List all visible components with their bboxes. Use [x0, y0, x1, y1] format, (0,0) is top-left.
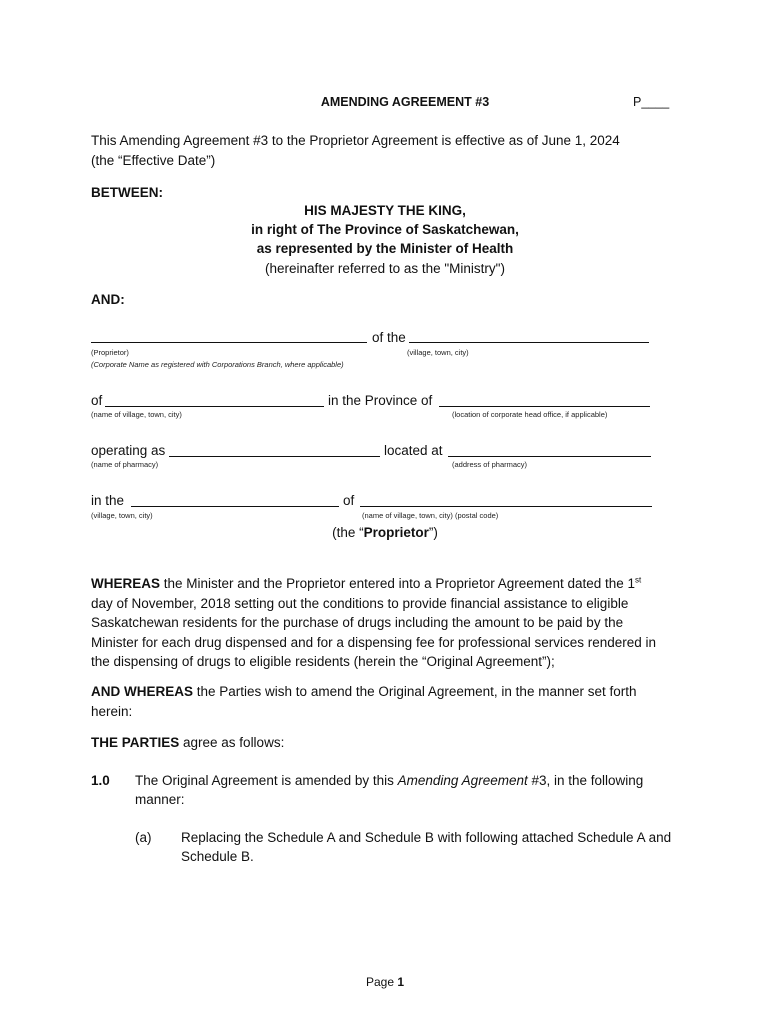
location-hint: (location of corporate head office, if applicable)	[452, 410, 608, 419]
subclause-label: (a)	[135, 830, 152, 845]
head-office-location-line[interactable]	[439, 394, 650, 407]
village-hint-2: (village, town, city)	[91, 511, 153, 520]
name-village-postal-hint: (name of village, town, city) (postal code)	[362, 511, 499, 520]
pharmacy-postal-line[interactable]	[360, 494, 652, 507]
clause-number: 1.0	[91, 773, 110, 788]
page-footer: Page 1	[365, 975, 405, 989]
between-label: BETWEEN:	[91, 185, 163, 200]
party1-line-3: as represented by the Minister of Health	[256, 241, 514, 256]
subclause-text-line-2: Schedule B.	[181, 849, 254, 864]
and-whereas-paragraph: AND WHEREAS the Parties wish to amend the Original Agreement, in the manner set forth herein:	[91, 684, 637, 719]
the-proprietor-label: (the “Proprietor”)	[332, 525, 438, 540]
subclause-text-line-1: Replacing the Schedule A and Schedule B with following attached Schedule A and	[181, 830, 672, 845]
intro-line-1: This Amending Agreement #3 to the Proprietor Agreement is effective as of June 1, 2024	[91, 133, 620, 148]
of-label-2: of	[343, 493, 355, 508]
clause-text-line-2: manner:	[135, 792, 185, 807]
operating-as-label: operating as	[91, 443, 166, 458]
clause-text-line-1: The Original Agreement is amended by this Amending Agreement #3, in the following	[135, 773, 644, 788]
pharmacy-address-hint: (address of pharmacy)	[452, 460, 528, 469]
pharmacy-name-hint: (name of pharmacy)	[91, 460, 159, 469]
pharmacy-village-line[interactable]	[131, 494, 339, 507]
intro-line-2: (the “Effective Date”)	[91, 153, 216, 168]
name-village-hint: (name of village, town, city)	[91, 410, 182, 419]
party1-line-4: (hereinafter referred to as the "Ministry")	[265, 261, 505, 276]
proprietor-hint: (Proprietor)	[91, 348, 129, 357]
in-province-label: in the Province of	[328, 393, 433, 408]
of-label: of	[91, 393, 103, 408]
of-the-label: of the	[372, 330, 406, 345]
party1-line-2: in right of The Province of Saskatchewan,	[251, 222, 519, 237]
and-label: AND:	[91, 292, 125, 307]
village-hint-1: (village, town, city)	[407, 348, 469, 357]
party1-line-1: HIS MAJESTY THE KING,	[304, 203, 466, 218]
parties-paragraph: THE PARTIES agree as follows:	[91, 735, 285, 750]
in-the-label: in the	[91, 493, 125, 508]
page-code: P____	[633, 95, 670, 109]
pharmacy-name-line[interactable]	[169, 444, 380, 457]
located-at-label: located at	[384, 443, 443, 458]
village-name-line[interactable]	[105, 394, 324, 407]
proprietor-name-line[interactable]	[91, 330, 367, 343]
whereas-paragraph: WHEREAS the Minister and the Proprietor entered into a Proprietor Agreement dated the 1st day of November, 2018 setting out the conditions to provide financial assistance to eligible Saskatchewan residents for the purchase of drugs including the amount to be paid by the Minister for each drug dispensed and for a dispensing fee for professional services rendered in the dispensing of drugs to eligible residents (herein the “Original Agreement”);	[91, 575, 657, 669]
proprietor-village-line[interactable]	[409, 330, 649, 343]
corporate-name-hint: (Corporate Name as registered with Corporations Branch, where applicable)	[91, 360, 344, 369]
document-title: AMENDING AGREEMENT #3	[320, 95, 490, 109]
pharmacy-address-line[interactable]	[448, 444, 651, 457]
